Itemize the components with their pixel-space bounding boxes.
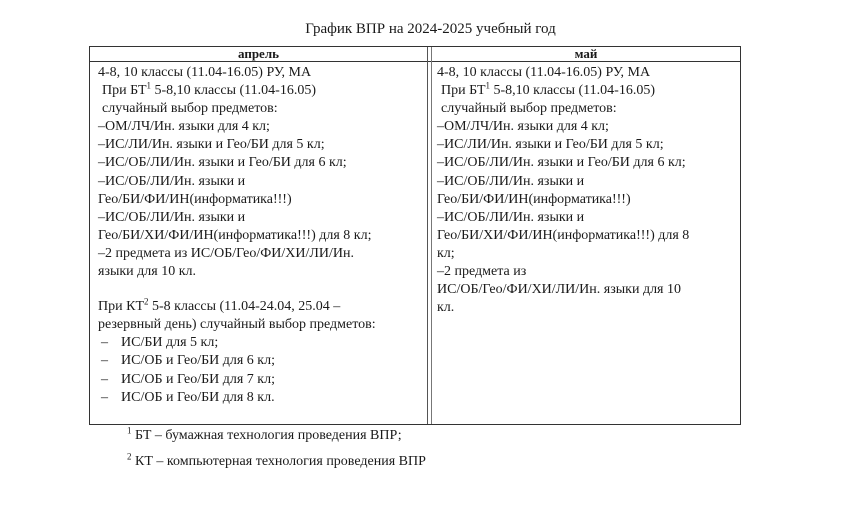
text-line: –ИС/ОБ/ЛИ/Ин. языки и <box>437 173 585 189</box>
text-line <box>437 82 737 100</box>
column-header-may: май <box>574 46 598 61</box>
text-line: случайный выбор предметов: <box>441 101 617 117</box>
footnote-marker: 2 <box>127 451 132 462</box>
text-line <box>98 298 424 316</box>
footnote-ref: 1 <box>146 80 152 91</box>
footnote-ref: 2 <box>144 296 149 307</box>
bullet-dash: – <box>101 335 108 351</box>
text-fragment: 5-8,10 классы (11.04-16.05) <box>151 83 316 99</box>
text-line: –ИС/ОБ/ЛИ/Ин. языки и <box>437 209 585 225</box>
text-fragment: При БТ <box>102 83 147 99</box>
text-line: –ОМ/ЛЧ/Ин. языки для 4 кл; <box>98 119 270 135</box>
list-item <box>98 389 424 407</box>
text-line: 4-8, 10 классы (11.04-16.05) РУ, МА <box>437 65 651 80</box>
bullet-dash: – <box>101 389 108 405</box>
footnote-kt <box>127 453 426 471</box>
column-header-april: апрель <box>238 46 279 61</box>
text-line: 4-8, 10 классы (11.04-16.05) РУ, МА <box>98 65 312 80</box>
april-cell <box>98 64 424 407</box>
list-item <box>98 371 424 389</box>
text-fragment: При БТ <box>441 83 486 99</box>
text-line: ИС/ОБ/Гео/ФИ/ХИ/ЛИ/Ин. языки для 10 <box>437 282 681 298</box>
may-cell <box>437 64 737 317</box>
bullet-dash: – <box>101 371 108 387</box>
footnote-bt <box>127 427 402 445</box>
text-line: –2 предмета из ИС/ОБ/Гео/ФИ/ХИ/ЛИ/Ин. <box>98 245 355 261</box>
list-item-text: ИС/ОБ и Гео/БИ для 7 кл; <box>121 371 275 387</box>
column-divider <box>427 47 428 424</box>
schedule-table <box>89 46 741 425</box>
text-line: Гео/БИ/ХИ/ФИ/ИН(информатика!!!) для 8 <box>437 227 690 243</box>
page-title: График ВПР на 2024-2025 учебный год <box>305 21 556 37</box>
footnote-text: БТ – бумажная технология проведения ВПР; <box>131 428 402 443</box>
bullet-dash: – <box>101 353 108 369</box>
text-line: случайный выбор предметов: <box>102 101 278 117</box>
column-divider-double <box>431 47 432 424</box>
text-line: –ОМ/ЛЧ/Ин. языки для 4 кл; <box>437 119 609 135</box>
text-line: Гео/БИ/ХИ/ФИ/ИН(информатика!!!) для 8 кл; <box>98 227 372 243</box>
text-line: –ИС/ЛИ/Ин. языки и Гео/БИ для 5 кл; <box>437 137 664 153</box>
text-line: –ИС/ОБ/ЛИ/Ин. языки и <box>98 173 246 189</box>
text-line: Гео/БИ/ФИ/ИН(информатика!!!) <box>437 191 631 207</box>
text-line: –ИС/ОБ/ЛИ/Ин. языки и Гео/БИ для 6 кл; <box>437 155 686 171</box>
text-line <box>98 82 424 100</box>
list-item-text: ИС/ОБ и Гео/БИ для 8 кл. <box>121 389 275 405</box>
text-line: языки для 10 кл. <box>98 264 197 280</box>
text-line: кл. <box>437 300 455 316</box>
text-fragment: При КТ <box>98 299 144 315</box>
text-line: кл; <box>437 245 455 261</box>
footnote-ref: 1 <box>485 80 491 91</box>
text-fragment: 5-8 классы (11.04-24.04, 25.04 – <box>148 299 341 315</box>
text-line: резервный день) случайный выбор предметов: <box>98 317 376 333</box>
footnote-marker: 1 <box>127 425 132 436</box>
footnote-text: КТ – компьютерная технология проведения ВПР <box>131 454 426 469</box>
text-line: –ИС/ОБ/ЛИ/Ин. языки и <box>98 209 246 225</box>
list-item <box>98 352 424 370</box>
list-item <box>98 334 424 352</box>
text-fragment: 5-8,10 классы (11.04-16.05) <box>490 83 655 99</box>
text-line: –ИС/ОБ/ЛИ/Ин. языки и Гео/БИ для 6 кл; <box>98 155 347 171</box>
text-line: –ИС/ЛИ/Ин. языки и Гео/БИ для 5 кл; <box>98 137 325 153</box>
list-item-text: ИС/ОБ и Гео/БИ для 6 кл; <box>121 353 275 369</box>
text-line: –2 предмета из <box>437 264 527 280</box>
text-line: Гео/БИ/ФИ/ИН(информатика!!!) <box>98 191 292 207</box>
list-item-text: ИС/БИ для 5 кл; <box>121 335 219 351</box>
